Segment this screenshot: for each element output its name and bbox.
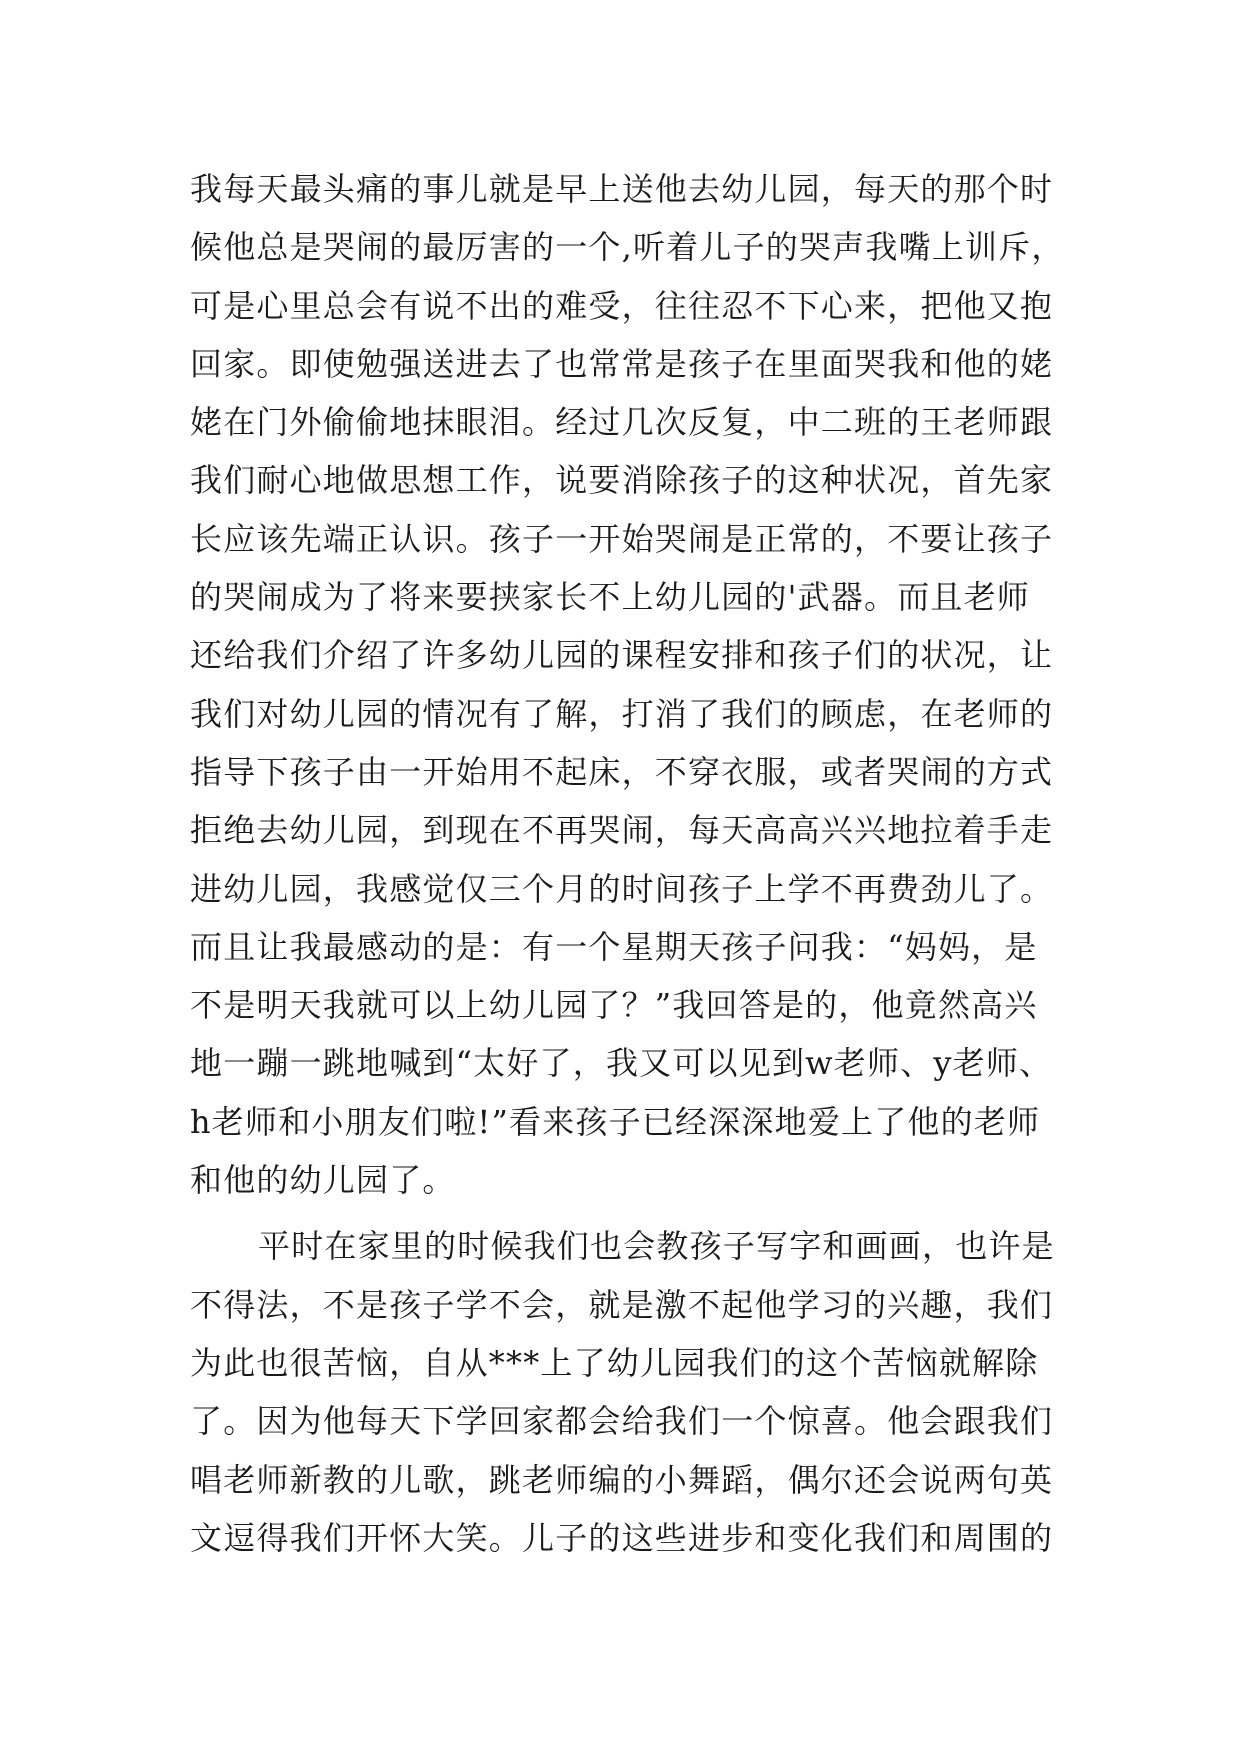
text-line: 为此也很苦恼，自从***上了幼儿园我们的这个苦恼就解除 bbox=[190, 1343, 1039, 1382]
text-line: 而且让我最感动的是：有一个星期天孩子问我：“妈妈，是 bbox=[190, 927, 1038, 966]
body-text bbox=[190, 160, 1090, 1567]
paragraph-spacer bbox=[190, 1209, 1090, 1217]
text-line: 长应该先端正认识。孩子一开始哭闹是正常的，不要让孩子 bbox=[190, 519, 1054, 558]
text-line: 不是明天我就可以上幼儿园了？”我回答是的，他竟然高兴 bbox=[190, 986, 1038, 1025]
text-line: 不得法，不是孩子学不会，就是激不起他学习的兴趣，我们 bbox=[190, 1285, 1054, 1324]
text-line: 指导下孩子由一开始用不起床，不穿衣服，或者哭闹的方式 bbox=[190, 752, 1054, 791]
text-line: 唱老师新教的儿歌，跳老师编的小舞蹈，偶尔还会说两句英 bbox=[190, 1460, 1054, 1499]
text-line: 平时在家里的时候我们也会教孩子写字和画画，也许是 bbox=[258, 1227, 1055, 1266]
text-line: 地一蹦一跳地喊到“太好了，我又可以见到w老师、y老师、 bbox=[190, 1044, 1053, 1083]
text-line: 可是心里总会有说不出的难受，往往忍不下心来，把他又抱 bbox=[190, 286, 1054, 325]
text-line: 我们耐心地做思想工作，说要消除孩子的这种状况，首先家 bbox=[190, 461, 1054, 500]
text-line: 回家。即使勉强送进去了也常常是孩子在里面哭我和他的姥 bbox=[190, 344, 1054, 383]
text-line: h老师和小朋友们啦!”看来孩子已经深深地爱上了他的老师 bbox=[190, 1102, 1041, 1141]
text-line: 我每天最头痛的事儿就是早上送他去幼儿园，每天的那个时 bbox=[190, 170, 1054, 208]
text-line: 还给我们介绍了许多幼儿园的课程安排和孩子们的状况，让 bbox=[190, 636, 1054, 675]
text-line: 文逗得我们开怀大笑。儿子的这些进步和变化我们和周围的 bbox=[190, 1518, 1054, 1557]
paragraph-2 bbox=[190, 1217, 1090, 1567]
text-line: 和他的幼儿园了。 bbox=[190, 1161, 456, 1200]
text-line: 拒绝去幼儿园，到现在不再哭闹，每天高高兴兴地拉着手走 bbox=[190, 811, 1054, 850]
text-line: 我们对幼儿园的情况有了解，打消了我们的顾虑，在老师的 bbox=[190, 694, 1054, 733]
text-line: 了。因为他每天下学回家都会给我们一个惊喜。他会跟我们 bbox=[190, 1402, 1054, 1441]
text-line: 候他总是哭闹的最厉害的一个,听着儿子的哭声我嘴上训斥， bbox=[190, 228, 1065, 267]
text-line: 的哭闹成为了将来要挟家长不上幼儿园的'武器。而且老师 bbox=[190, 578, 1030, 617]
paragraph-1 bbox=[190, 160, 1090, 1209]
text-line: 进幼儿园，我感觉仅三个月的时间孩子上学不再费劲儿了。 bbox=[190, 869, 1054, 908]
text-line: 姥在门外偷偷地抹眼泪。经过几次反复，中二班的王老师跟 bbox=[190, 403, 1054, 442]
